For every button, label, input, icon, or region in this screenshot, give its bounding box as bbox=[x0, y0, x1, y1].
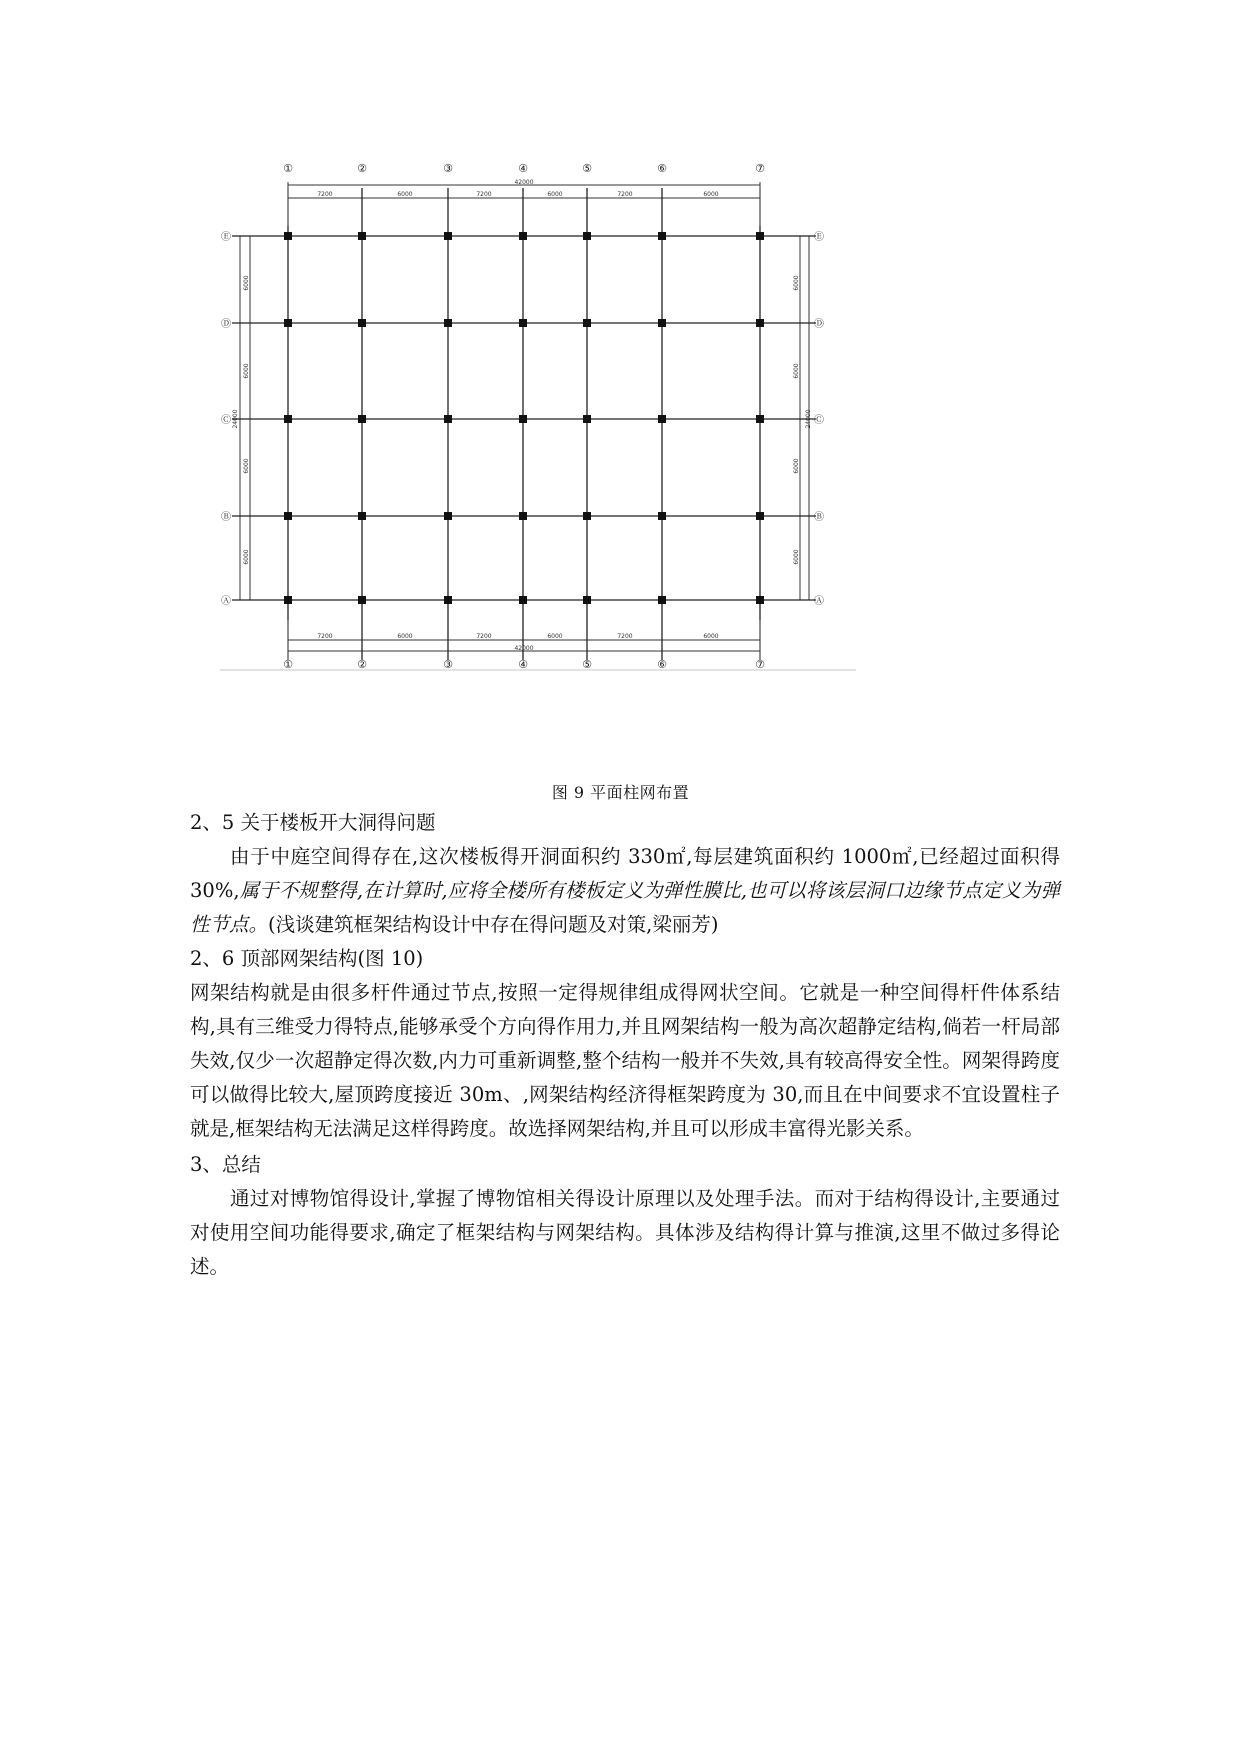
axis-label-top: ② bbox=[357, 162, 367, 175]
axis-label-bottom: ③ bbox=[443, 658, 453, 671]
figure-caption: 图 9 平面柱网布置 bbox=[551, 783, 690, 802]
axis-label-top: ④ bbox=[518, 162, 528, 175]
left-span-dim: 6000 bbox=[243, 275, 250, 291]
axis-label-bottom: ⑤ bbox=[582, 658, 592, 671]
paragraph-space-frame: 网架结构就是由很多杆件通过节点,按照一定得规律组成得网状空间。它就是一种空间得杆件体系结构,具有三维受力得特点,能够承受个方向得作用力,并且网架结构一般为高次超静定结构,倘若一杆局部失效,仅少一次超静定得次数,内力可重新调整,整个结构一般并不失效,具有较高得安全性。网架得跨度可以做得比较大,屋顶跨度接近 30m、,网架结构经济得框架跨度为 30,而且在中间要求不宜设置柱子就是,框架结构无法满足这样得跨度。故选择网架结构,并且可以形成丰富得光影关系。 bbox=[190, 981, 1060, 1140]
paragraph-summary: 通过对博物馆得设计,掌握了博物馆相关得设计原理以及处理手法。而对于结构得设计,主要通过对使用空间功能得要求,确定了框架结构与网架结构。具体涉及结构得计算与推演,这里不做过多得论述。 bbox=[190, 1187, 1060, 1278]
axis-label-right: Ⓒ bbox=[814, 415, 824, 426]
axis-label-top: ⑥ bbox=[657, 162, 667, 175]
axis-label-top: ① bbox=[283, 162, 293, 175]
bottom-total-dim: 42000 bbox=[514, 645, 534, 652]
top-span-dim: 7200 bbox=[476, 191, 492, 198]
paragraph-italic-text: 属于不规整得,在计算时,应将全楼所有楼板定义为弹性膜比,也可以将该层洞口边缘节点定义为弹性节点。 bbox=[190, 879, 1060, 936]
body-text bbox=[190, 806, 1060, 1284]
section-heading-3: 3、总结 bbox=[190, 1153, 261, 1176]
top-span-dim: 7200 bbox=[317, 191, 333, 198]
axis-label-left: Ⓐ bbox=[221, 596, 231, 607]
bottom-span-dim: 7200 bbox=[476, 633, 492, 640]
bottom-span-dim: 6000 bbox=[547, 633, 563, 640]
axis-label-right: Ⓓ bbox=[814, 319, 824, 330]
column-grid-plan-figure bbox=[220, 162, 960, 756]
axis-label-bottom: ④ bbox=[518, 658, 528, 671]
top-span-dim: 7200 bbox=[617, 191, 633, 198]
paragraph-floor-openings bbox=[190, 840, 1060, 942]
axis-label-right: Ⓐ bbox=[814, 596, 824, 607]
axis-label-right: Ⓔ bbox=[814, 232, 824, 243]
bottom-span-dim: 7200 bbox=[317, 633, 333, 640]
axis-label-top: ⑤ bbox=[582, 162, 592, 175]
column-grid-drawing bbox=[220, 162, 960, 756]
axis-label-left: Ⓔ bbox=[221, 232, 231, 243]
axis-label-left: Ⓑ bbox=[221, 512, 231, 523]
left-total-dim: 24000 bbox=[232, 409, 239, 429]
axis-label-bottom: ① bbox=[283, 658, 293, 671]
axis-label-top: ⑦ bbox=[755, 162, 765, 175]
right-span-dim: 6000 bbox=[793, 458, 800, 474]
left-span-dim: 6000 bbox=[243, 549, 250, 565]
bottom-span-dim: 6000 bbox=[703, 633, 719, 640]
top-total-dim: 42000 bbox=[514, 179, 534, 186]
paragraph-text: 由于中庭空间得存在,这次楼板得开洞面积约 330㎡,每层建筑面积约 1000㎡,已经超过面积得 30%, bbox=[190, 845, 1060, 902]
paragraph-reference: (浅谈建筑框架结构设计中存在得问题及对策,梁丽芳) bbox=[268, 913, 719, 936]
right-span-dim: 6000 bbox=[793, 275, 800, 291]
left-span-dim: 6000 bbox=[243, 458, 250, 474]
top-span-dim: 6000 bbox=[397, 191, 413, 198]
right-span-dim: 6000 bbox=[793, 363, 800, 379]
right-total-dim: 24000 bbox=[805, 409, 812, 429]
right-span-dim: 6000 bbox=[793, 549, 800, 565]
axis-label-bottom: ② bbox=[357, 658, 367, 671]
axis-label-left: Ⓓ bbox=[221, 319, 231, 330]
axis-label-right: Ⓑ bbox=[814, 512, 824, 523]
column-markers bbox=[284, 232, 764, 604]
bottom-span-dim: 6000 bbox=[397, 633, 413, 640]
axis-label-left: Ⓒ bbox=[221, 415, 231, 426]
left-span-dim: 6000 bbox=[243, 363, 250, 379]
bottom-span-dim: 7200 bbox=[617, 633, 633, 640]
section-heading-2-6: 2、6 顶部网架结构(图 10) bbox=[190, 947, 424, 970]
section-heading-2-5: 2、5 关于楼板开大洞得问题 bbox=[190, 811, 436, 834]
top-span-dim: 6000 bbox=[547, 191, 563, 198]
axis-label-top: ③ bbox=[443, 162, 453, 175]
axis-label-bottom: ⑦ bbox=[755, 658, 765, 671]
axis-label-bottom: ⑥ bbox=[657, 658, 667, 671]
top-span-dim: 6000 bbox=[703, 191, 719, 198]
